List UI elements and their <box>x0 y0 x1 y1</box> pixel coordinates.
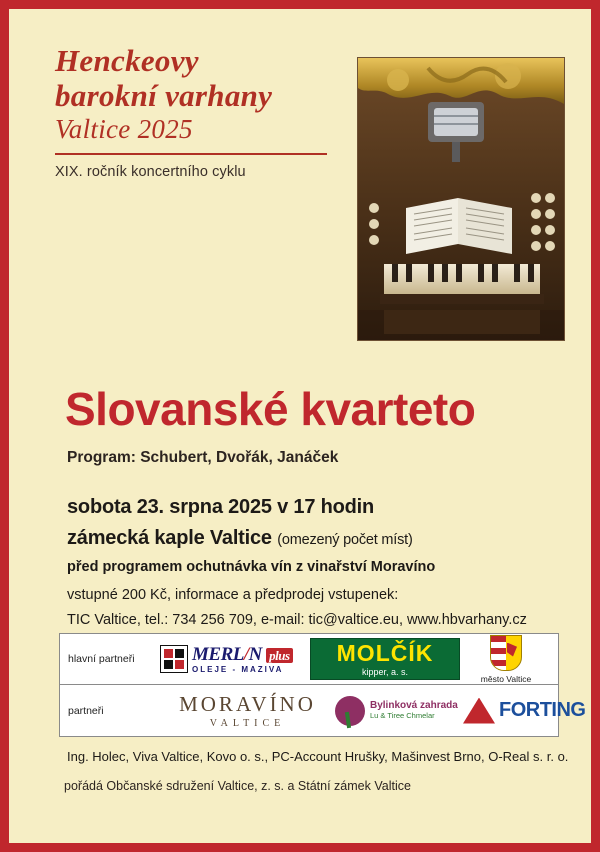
merlin-sub: OLEJE - MAZIVA <box>192 664 284 674</box>
main-sponsors-row <box>59 633 559 685</box>
valtice-coat-of-arms-icon <box>490 635 522 671</box>
forting-name: FORTING <box>499 699 586 721</box>
event-venue <box>67 527 413 550</box>
partners-label: partneři <box>68 704 104 717</box>
molcik-logo <box>310 634 460 684</box>
event-venue-name: zámecká kaple Valtice <box>67 527 272 549</box>
organ-photo-illustration <box>358 58 564 340</box>
bylinkova-zahrada-logo <box>335 685 463 736</box>
merlin-slash: / <box>243 643 249 665</box>
merlin-name-end: N <box>248 643 262 665</box>
contact-info: TIC Valtice, tel.: 734 256 709, e-mail: tic@valtice.eu, www.hbvarhany.cz <box>67 612 527 628</box>
forting-logo <box>463 685 593 736</box>
organizer-text: pořádá Občanské sdružení Valtice, z. s. a Státní zámek Valtice <box>64 779 411 793</box>
main-sponsors-label: hlavní partneři <box>68 653 135 665</box>
partners-row <box>59 685 586 737</box>
event-venue-note: (omezený počet míst) <box>277 532 413 548</box>
merlin-plus: plus <box>266 648 292 663</box>
poster-title-line1: Henckeovy <box>55 43 199 78</box>
merlin-mark-icon <box>160 645 188 673</box>
moravino-logo <box>160 685 335 736</box>
moravino-sub: VALTICE <box>209 718 286 729</box>
page-title: Slovanské kvarteto <box>65 383 476 435</box>
poster-title-line2: barokní varhany <box>55 78 273 113</box>
sponsors-block <box>59 633 586 737</box>
title-divider <box>55 153 327 155</box>
bylinkova-name: Bylinková zahrada <box>370 700 458 712</box>
additional-partners-text: Ing. Holec, Viva Valtice, Kovo o. s., PC-Account Hrušky, Mašinvest Brno, O-Real s. r. o. <box>67 749 569 764</box>
bylinkova-sub: Lu & Tiree Chmelar <box>370 710 435 720</box>
merlin-logo <box>160 634 310 684</box>
molcik-sub: kipper, a. s. <box>361 666 409 677</box>
moravino-name: MORAVÍNO <box>179 692 316 716</box>
poster-header <box>55 43 345 180</box>
valtice-town-name: město Valtice <box>480 673 532 684</box>
wine-tasting-note: před programem ochutnávka vín z vinařství Moravíno <box>67 559 436 575</box>
ticket-price-info: vstupné 200 Kč, informace a předprodej vstupenek: <box>67 587 399 603</box>
merlin-name: MERL <box>192 643 244 665</box>
herb-garden-icon <box>335 696 365 726</box>
molcik-name: MOLČÍK <box>336 639 434 666</box>
forting-mark-icon <box>463 698 495 724</box>
organ-photo <box>357 57 565 341</box>
poster-subtitle: XIX. ročník koncertního cyklu <box>55 164 246 180</box>
poster-title-year: Valtice 2025 <box>55 114 193 144</box>
program-line: Program: Schubert, Dvořák, Janáček <box>67 449 339 466</box>
event-date: sobota 23. srpna 2025 v 17 hodin <box>67 496 375 518</box>
valtice-town-logo <box>460 634 552 684</box>
